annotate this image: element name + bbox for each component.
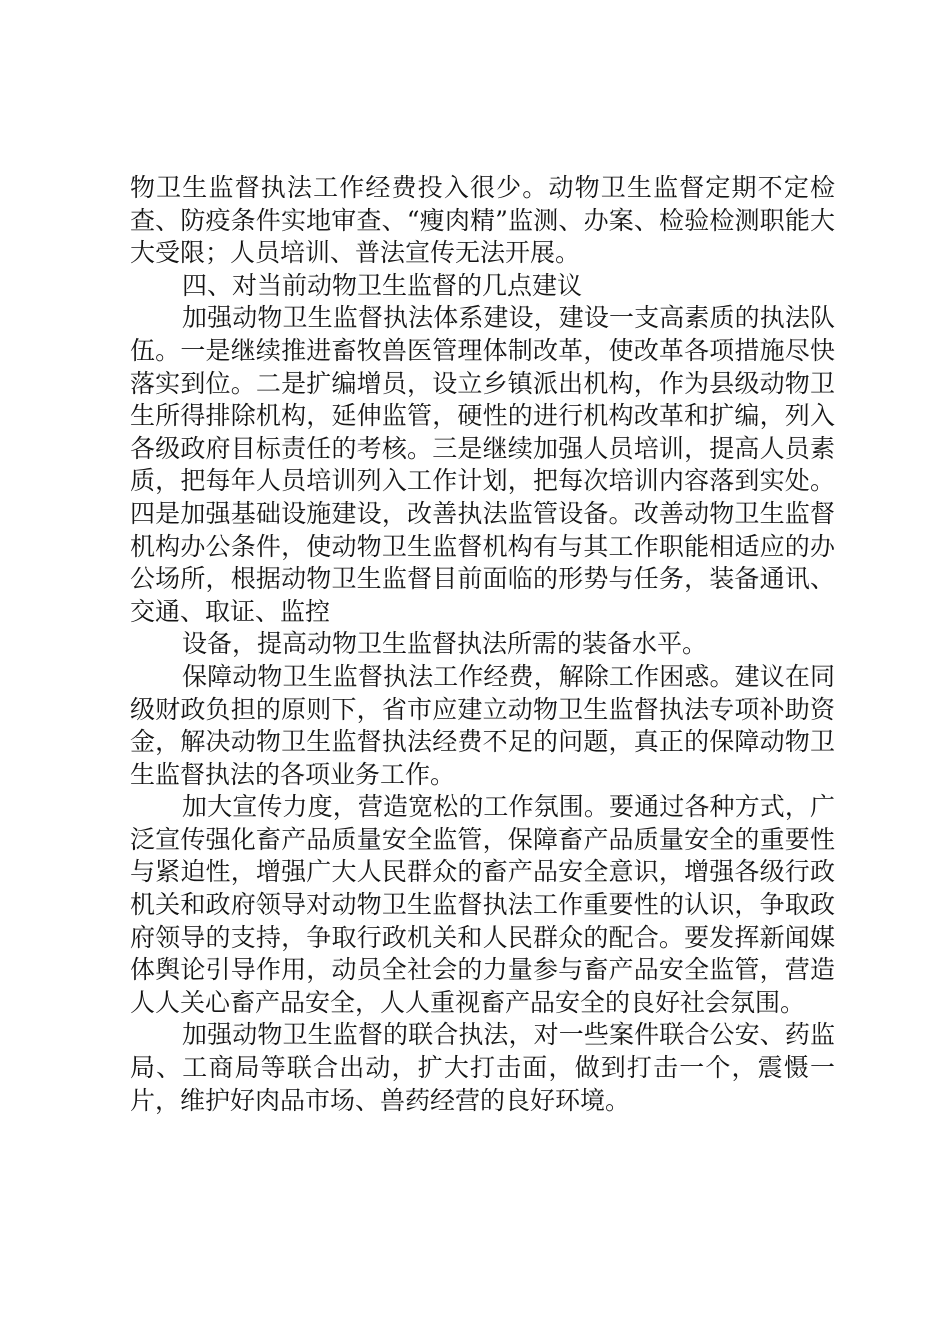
paragraph-funding: 保障动物卫生监督执法工作经费，解除工作困惑。建议在同级财政负担的原则下，省市应建立动物卫生监督执法专项补助资金，解决动物卫生监督执法经费不足的问题，真正的保障动物卫生监督执法的各项业务工作。 <box>130 661 835 789</box>
document-body <box>130 172 835 1117</box>
paragraph-continuation: 物卫生监督执法工作经费投入很少。动物卫生监督定期不定检查、防疫条件实地审查、“瘦肉精”监测、办案、检验检测职能大大受限；人员培训、普法宣传无法开展。 <box>130 173 835 268</box>
paragraph-equipment: 设备，提高动物卫生监督执法所需的装备水平。 <box>182 629 708 659</box>
paragraph-joint-enforcement: 加强动物卫生监督的联合执法，对一些案件联合公安、药监局、工商局等联合出动，扩大打击面，做到打击一个，震慑一片，维护好肉品市场、兽药经营的良好环境。 <box>130 1020 835 1115</box>
paragraph-publicity: 加大宣传力度，营造宽松的工作氛围。要通过各种方式，广泛宣传强化畜产品质量安全监管，保障畜产品质量安全的重要性与紧迫性，增强广大人民群众的畜产品安全意识，增强各级行政机关和政府领导对动物卫生监督执法工作重要性的认识，争取政府领导的支持，争取行政机关和人民群众的配合。要发挥新闻媒体舆论引导作用，动员全社会的力量参与畜产品安全监管，营造人人关心畜产品安全，人人重视畜产品安全的良好社会氛围。 <box>130 792 835 1017</box>
section-heading: 四、对当前动物卫生监督的几点建议 <box>182 270 583 300</box>
paragraph-supervision-system: 加强动物卫生监督执法体系建设，建设一支高素质的执法队伍。一是继续推进畜牧兽医管理体制改革，使改革各项措施尽快落实到位。二是扩编增员，设立乡镇派出机构，作为县级动物卫生所得排除机构，延伸监管，硬性的进行机构改革和扩编，列入各级政府目标责任的考核。三是继续加强人员培训，提高人员素质，把每年人员培训列入工作计划，把每次培训内容落到实处。四是加强基础设施建设，改善执法监管设备。改善动物卫生监督机构办公条件，使动物卫生监督机构有与其工作职能相适应的办公场所，根据动物卫生监督目前面临的形势与任务，装备通讯、交通、取证、监控 <box>130 303 835 626</box>
